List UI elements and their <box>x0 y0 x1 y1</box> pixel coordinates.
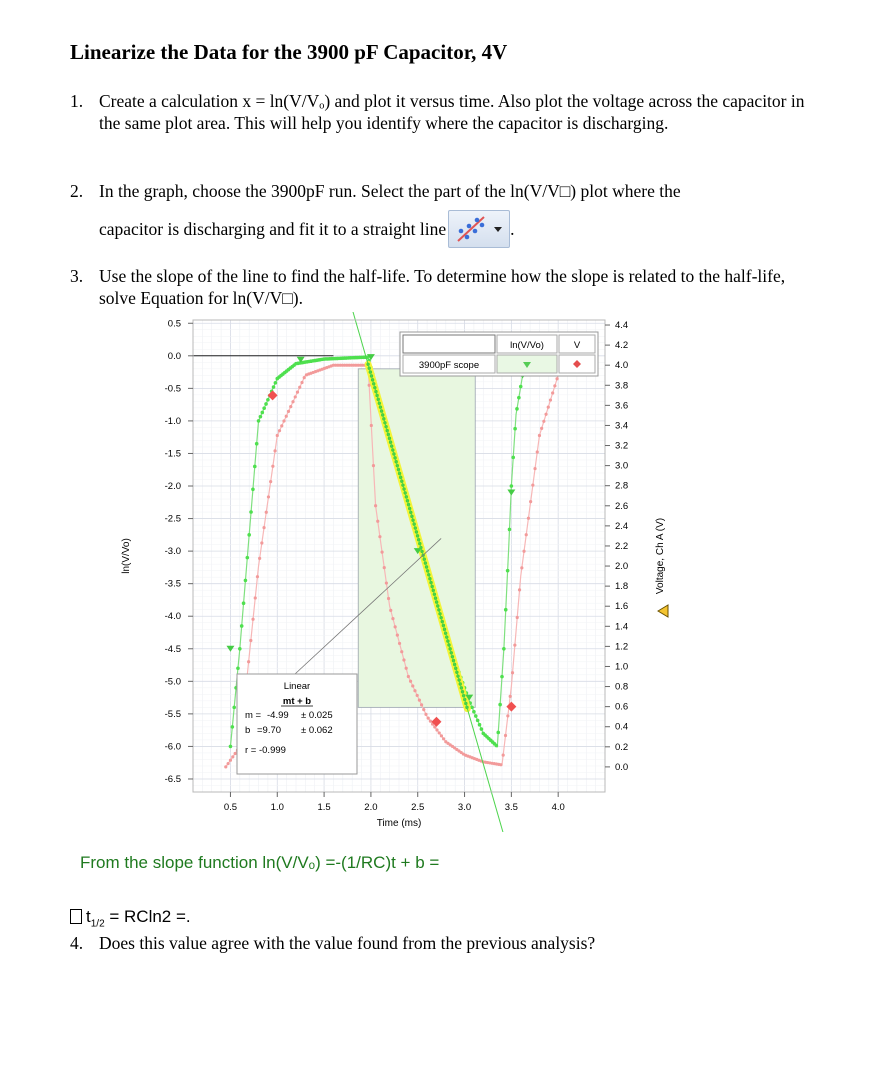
fit-m-err: ± 0.025 <box>301 710 333 721</box>
x-tick-label: 2.5 <box>411 802 425 813</box>
v-data-point <box>416 694 419 697</box>
y-tick-label: -2.5 <box>164 513 181 525</box>
v-data-point <box>538 434 541 437</box>
v-data-point <box>533 467 536 470</box>
y-tick-label: -6.5 <box>164 773 181 785</box>
v-data-point <box>370 424 373 427</box>
step-text: . <box>510 219 515 240</box>
ln-data-point <box>259 415 263 419</box>
v-data-point <box>254 596 257 599</box>
v-data-point <box>440 734 443 737</box>
v-data-point <box>531 484 534 487</box>
x-tick-label: 2.0 <box>364 802 378 813</box>
x-axis-label: Time (ms) <box>376 818 422 829</box>
y-axis-label: ln(V/Vo) <box>121 538 132 574</box>
y2-tick-label: 1.2 <box>615 641 629 653</box>
step-text: Does this value agree with the value found from the previous analysis? <box>99 933 596 953</box>
v-data-point <box>427 717 430 720</box>
ln-data-point <box>274 381 278 385</box>
fit-r: r = -0.999 <box>245 745 286 756</box>
ln-data-point <box>236 667 240 671</box>
ln-data-point <box>513 427 517 431</box>
ln-data-point <box>231 725 235 729</box>
ln-data-point <box>504 608 508 612</box>
v-data-point <box>513 644 516 647</box>
v-data-point <box>374 504 377 507</box>
step-number: 4. <box>70 933 84 953</box>
ln-data-point <box>251 487 255 491</box>
ln-data-point <box>502 647 506 651</box>
ln-data-point <box>249 510 253 514</box>
ln-data-point <box>262 406 266 410</box>
y2-tick-label: 4.0 <box>615 360 629 372</box>
v-data-point <box>544 413 547 416</box>
v-data-point <box>269 480 272 483</box>
ln-data-point <box>242 601 246 605</box>
v-data-point <box>438 731 441 734</box>
y2-tick-label: 0.0 <box>615 761 629 773</box>
y2-tick-label: 3.6 <box>615 400 629 412</box>
v-data-point <box>522 550 525 553</box>
step-text-line2 <box>99 212 819 250</box>
ln-data-point <box>508 528 512 532</box>
v-data-point <box>407 675 410 678</box>
y-tick-label: -1.5 <box>164 448 181 460</box>
y2-tick-label: 1.0 <box>615 661 629 673</box>
fit-formula: mt + b <box>282 696 312 707</box>
step-text: Create a calculation x = ln(V/Vₒ) and plot it versus time. Also plot the voltage across the capacitor in the same plot area. This will help you identify where the capacitor is discharging. <box>99 91 805 133</box>
step-text: Use the slope of the line to find the half-life. To determine how the slope is related to the half-life, solve Equation for ln(V/V□). <box>99 266 786 308</box>
y-tick-label: 0.5 <box>167 318 181 330</box>
v-data-point <box>296 391 299 394</box>
x-tick-label: 4.0 <box>551 802 565 813</box>
y2-tick-label: 0.6 <box>615 701 629 713</box>
step-number: 2. <box>70 181 84 201</box>
y2-tick-label: 4.2 <box>615 340 629 352</box>
y2-tick-label: 0.4 <box>615 721 629 733</box>
ln-data-point <box>519 385 523 389</box>
v-data-point <box>273 449 276 452</box>
v-data-point <box>540 427 543 430</box>
y2-tick-label: 2.2 <box>615 540 629 552</box>
v-data-point <box>282 419 285 422</box>
dropdown-arrow-icon <box>494 227 502 232</box>
v-data-point <box>525 533 528 536</box>
v-data-point <box>380 551 383 554</box>
v-data-point <box>383 566 386 569</box>
v-data-point <box>287 410 290 413</box>
v-data-point <box>298 386 301 389</box>
v-data-point <box>553 384 556 387</box>
ln-data-point <box>517 396 521 400</box>
slope-function-text: From the slope function ln(V/Vₒ) =-(1/RC)t + b = <box>80 853 440 872</box>
y2-tick-label: 3.0 <box>615 460 629 472</box>
v-data-point <box>547 406 550 409</box>
y-tick-label: -5.0 <box>164 676 181 688</box>
ln-data-point <box>232 706 236 710</box>
ln-data-point <box>264 402 268 406</box>
v-data-point <box>258 557 261 560</box>
v-data-point <box>394 625 397 628</box>
step-number: 1. <box>70 91 84 111</box>
legend-run-name: 3900pF scope <box>418 360 480 371</box>
linear-fit-icon <box>449 211 509 247</box>
v-data-point <box>247 660 250 663</box>
v-data-point <box>502 753 505 756</box>
fit-b: =9.70 <box>257 725 282 736</box>
ln-data-point <box>266 398 270 402</box>
half-life-t: t <box>86 907 91 926</box>
y-tick-label: -3.0 <box>164 546 181 558</box>
v-data-point <box>536 450 539 453</box>
v-data-point <box>527 517 530 520</box>
v-data-point <box>249 639 252 642</box>
ln-data-point <box>272 385 276 389</box>
v-data-point <box>529 500 532 503</box>
v-data-point <box>398 642 401 645</box>
y2-tick-label: 3.2 <box>615 440 629 452</box>
v-data-point <box>396 634 399 637</box>
v-data-point <box>504 734 507 737</box>
y2-tick-label: 4.4 <box>615 320 629 332</box>
v-data-point <box>256 575 259 578</box>
v-data-point <box>413 689 416 692</box>
y2-tick-label: 2.4 <box>615 520 629 532</box>
v-data-point <box>303 376 306 379</box>
step-number: 3. <box>70 266 84 286</box>
v-data-point <box>385 581 388 584</box>
linear-fit-button[interactable] <box>448 210 510 248</box>
ln-data-point <box>495 744 499 748</box>
v-data-point <box>300 381 303 384</box>
x-tick-label: 1.0 <box>270 802 284 813</box>
y2-tick-label: 2.6 <box>615 500 629 512</box>
half-life-line <box>70 907 191 929</box>
v-data-point <box>509 695 512 698</box>
y-tick-label: -5.5 <box>164 708 181 720</box>
v-data-point <box>271 465 274 468</box>
v-data-point <box>409 680 412 683</box>
v-data-point <box>424 713 427 716</box>
v-data-point <box>422 708 425 711</box>
v-data-point <box>289 405 292 408</box>
y2-tick-label: 0.8 <box>615 681 629 693</box>
ln-data-point <box>500 675 504 679</box>
v-data-point <box>280 424 283 427</box>
y-tick-label: -6.0 <box>164 741 181 753</box>
v-data-point <box>276 434 279 437</box>
ln-data-point <box>506 569 510 573</box>
y-tick-label: -3.5 <box>164 578 181 590</box>
ln-data-point <box>511 456 515 460</box>
v-data-point <box>520 566 523 569</box>
y2-tick-label: 1.8 <box>615 581 629 593</box>
v-data-point <box>400 650 403 653</box>
ln-data-point <box>246 556 250 560</box>
v-data-point <box>511 671 514 674</box>
legend-col-v: V <box>573 340 581 351</box>
ln-data-point <box>496 731 500 735</box>
v-data-point <box>265 511 268 514</box>
y2-tick-label: 0.2 <box>615 741 629 753</box>
y2-tick-label: 1.4 <box>615 621 629 633</box>
v-data-point <box>420 703 423 706</box>
v-data-point <box>506 714 509 717</box>
v-data-point <box>542 420 545 423</box>
y-tick-label: 0.0 <box>167 350 181 362</box>
fit-label: Linear <box>283 681 311 692</box>
v-data-point <box>376 520 379 523</box>
y2-tick-label: 2.8 <box>615 480 629 492</box>
ln-data-point <box>260 411 264 415</box>
v-data-point <box>499 763 502 766</box>
y2-tick-label: 2.0 <box>615 561 629 573</box>
v-data-point <box>518 588 521 591</box>
v-data-point <box>402 658 405 661</box>
v-data-point <box>294 395 297 398</box>
v-data-point <box>435 728 438 731</box>
v-data-point <box>251 618 254 621</box>
v-data-point <box>278 429 281 432</box>
v-data-point <box>260 541 263 544</box>
ln-data-point <box>244 579 248 583</box>
v-data-point <box>229 759 232 762</box>
ln-data-point <box>480 727 484 731</box>
ln-data-point <box>476 719 480 723</box>
v-data-point <box>555 377 558 380</box>
v-data-point <box>262 526 265 529</box>
y2-axis-label: Voltage, Ch A (V) <box>655 517 666 595</box>
fit-b-name: b <box>245 725 251 736</box>
v-data-point <box>234 752 237 755</box>
half-life-sub: 1/2 <box>90 918 105 930</box>
ln-data-point <box>255 442 259 446</box>
v-data-point <box>227 762 230 765</box>
v-data-point <box>442 737 445 740</box>
y-tick-label: -4.5 <box>164 643 181 655</box>
x-tick-label: 3.5 <box>504 802 518 813</box>
page-title: Linearize the Data for the 3900 pF Capacitor, 4V <box>70 40 508 64</box>
fit-info-box[interactable] <box>237 674 357 774</box>
v-data-point <box>551 391 554 394</box>
ln-data-point <box>474 714 478 718</box>
fit-b-err: ± 0.062 <box>301 725 333 736</box>
v-data-point <box>549 398 552 401</box>
v-data-point <box>516 616 519 619</box>
y-tick-label: -0.5 <box>164 383 181 395</box>
fit-m-name: m = <box>245 710 262 721</box>
ln-data-point <box>247 533 251 537</box>
legend-col-ln: ln(V/Vo) <box>510 340 544 351</box>
v-data-point <box>389 609 392 612</box>
half-life-eq: = RCln2 =. <box>104 907 191 926</box>
step-text: capacitor is discharging and fit it to a straight line <box>99 219 447 240</box>
missing-glyph-box <box>70 909 82 924</box>
step-text: In the graph, choose the 3900pF run. Select the part of the ln(V/V□) plot where the <box>99 181 681 201</box>
y2-tick-label: 1.6 <box>615 601 629 613</box>
v-data-point <box>387 597 390 600</box>
y-tick-label: -2.0 <box>164 481 181 493</box>
ln-data-point <box>238 647 242 651</box>
ln-data-point <box>510 484 514 488</box>
v-data-point <box>231 755 234 758</box>
ln-data-point <box>257 419 261 423</box>
ln-data-point <box>498 703 502 707</box>
v-data-point <box>411 684 414 687</box>
v-data-point <box>429 720 432 723</box>
v-data-point <box>372 464 375 467</box>
v-data-point <box>267 495 270 498</box>
y2-tick-label: 3.8 <box>615 380 629 392</box>
chart[interactable] <box>115 312 675 832</box>
y2-tick-label: 3.4 <box>615 420 629 432</box>
v-data-point <box>291 400 294 403</box>
x-tick-label: 0.5 <box>223 802 238 813</box>
graph-panel[interactable] <box>115 312 675 832</box>
legend[interactable] <box>400 332 598 376</box>
ln-data-point <box>253 465 257 469</box>
fit-m: -4.99 <box>267 710 289 721</box>
ln-data-point <box>240 624 244 628</box>
ln-data-point <box>478 723 482 727</box>
x-tick-label: 3.0 <box>457 802 472 813</box>
y-tick-label: -1.0 <box>164 415 181 427</box>
ln-data-point <box>229 745 233 749</box>
v-data-point <box>405 667 408 670</box>
v-data-point <box>378 535 381 538</box>
ln-data-point <box>515 407 519 411</box>
x-tick-label: 1.5 <box>317 802 331 813</box>
v-data-point <box>391 617 394 620</box>
v-data-point <box>285 415 288 418</box>
v-data-point <box>418 699 421 702</box>
y-tick-label: -4.0 <box>164 611 181 623</box>
ln-data-point <box>472 710 476 714</box>
v-data-point <box>224 765 227 768</box>
